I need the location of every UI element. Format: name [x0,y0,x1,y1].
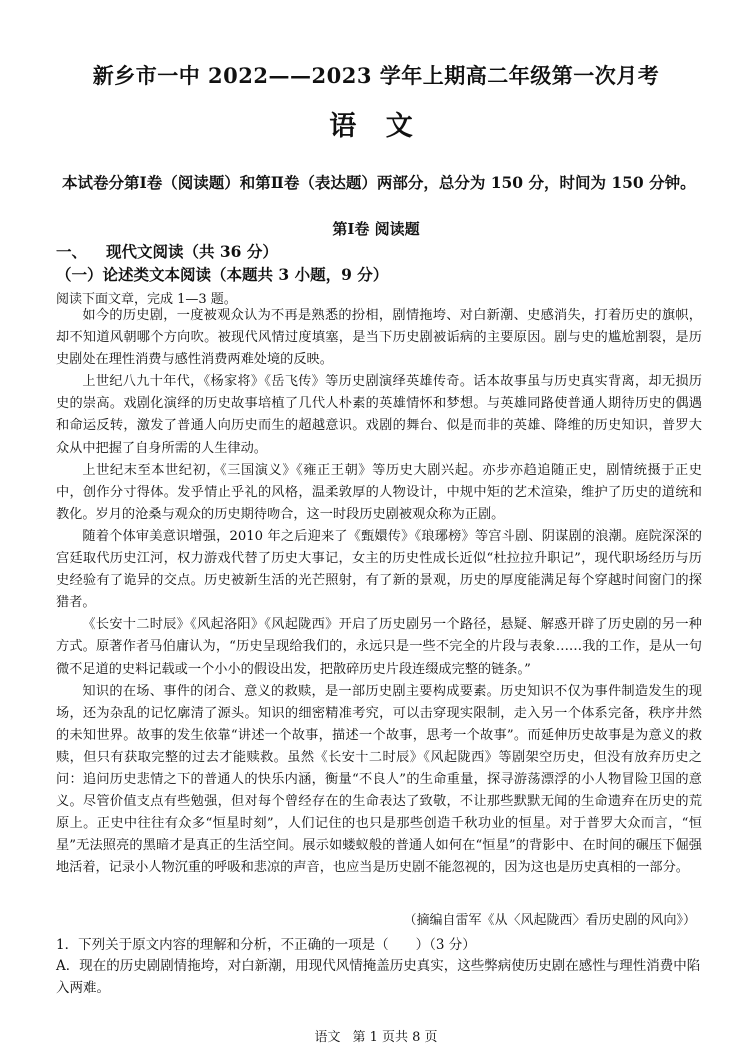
article-source: （摘编自雷军《从〈风起陇西〉看历史剧的风向》） [403,913,696,928]
section-number: 一、 [56,242,88,261]
page-footer [0,1026,752,1045]
section-title: 现代文阅读（共 36 分） [106,242,278,261]
section-heading [56,240,278,262]
article-paragraph: 如今的历史剧，一度被观众认为不再是熟悉的扮相，剧情拖垮、对白新潮、史感消失，打着历史的旗帜，却不知道风朝哪个方向吹。被现代风情过度填塞，是当下历史剧被诟病的主要原因。剧与史的尴尬割裂，是历史剧处在理性消费与感性消费两难处境的反映。 [56,308,702,368]
subsection-heading: （一）论述类文本阅读（本题共 3 小题，9 分） [56,265,389,284]
question-1-stem: 1．下列关于原文内容的理解和分析，不正确的一项是（ ）（3 分） [56,937,476,953]
exam-intro: 本试卷分第Ⅰ卷（阅读题）和第Ⅱ卷（表达题）两部分，总分为 150 分，时间为 150 分钟。 [62,173,696,192]
exam-title: 新乡市一中 2022——2023 学年上期高二年级第一次月考 [92,63,660,88]
part-title: 第Ⅰ卷 阅读题 [332,220,420,238]
article-paragraph: 上世纪末至本世纪初，《三国演义》《雍正王朝》等历史大剧兴起。亦步亦趋追随正史，剧情统摄于正史中，创作分寸得体。发乎情止乎礼的风格，温柔敦厚的人物设计，中规中矩的艺术渲染，维护了历史的道统和教化。岁月的沧桑与观众的历史期待吻合，这一时段历史剧被观众称为正剧。 [56,462,702,522]
article-paragraph: 上世纪八九十年代，《杨家将》《岳飞传》等历史剧演绎英雄传奇。话本故事虽与历史真实背离，却无损历史的崇高。戏剧化演绎的历史故事培植了几代人朴素的英雄情怀和梦想。与英雄同路使普通人期待历史的偶遇和命运反转，激发了普通人向历史而生的超越意识。戏剧的舞台、似是而非的英雄、降维的历史知识，普罗大众从中把握了自身所需的人生律动。 [56,374,702,456]
article-paragraph: 随着个体审美意识增强，2010 年之后迎来了《甄嬛传》《琅琊榜》等宫斗剧、阴谋剧的浪潮。庭院深深的宫廷取代历史江河，权力游戏代替了历史大事记，女主的历史性成长近似“杜拉拉升职记”，现代职场经历与历史经验有了诡异的交点。历史被新生活的光芒照射，有了新的景观，历史的厚度能满足每个穿越时间窗门的探猎者。 [56,528,702,611]
question-1-option-a: A．现在的历史剧剧情拖垮，对白新潮，用现代风情掩盖历史真实，这些弊病使历史剧在感性与理性消费中陷入两难。 [56,958,701,996]
footer-subject: 语文 [314,1030,341,1045]
article-paragraph: 《长安十二时辰》《风起洛阳》《风起陇西》开启了历史剧另一个路径，悬疑、解惑开辟了历史剧的另一种方式。原著作者马伯庸认为，“历史呈现给我们的，永远只是一些不完全的片段与表象……我的工作，是从一句微不足道的史料记载或一个小小的假设出发，把散碎历史片段连缀成完整的链条。” [56,617,702,677]
reading-article [56,305,702,879]
reading-instruction: 阅读下面文章，完成 1—3 题。 [56,292,237,307]
footer-page-number: 第 1 页共 8 页 [352,1030,438,1045]
subject-title: 语 文 [329,111,423,142]
article-paragraph: 知识的在场、事件的闭合、意义的救赎，是一部历史剧主要构成要素。历史知识不仅为事件制造发生的现场，还为杂乱的记忆廓清了源头。知识的细密精准考究，可以击穿现实限制，走入另一个体系完备，秩序井然的未知世界。故事的发生依靠“讲述一个故事，描述一个故事，思考一个故事”。而延伸历史故事是为意义的救赎，但只有获取完整的过去才能赎救。虽然《长安十二时辰》《风起陇西》等剧架空历史，但没有放弃历史之问：追问历史悲情之下的普通人的快乐内涵，衡量“不良人”的生命重量，探寻游荡漂浮的小人物冒险卫国的意义。尽管价值支点有些勉强，但对每个曾经存在的生命表达了致敬，不让那些默默无闻的生命遗弃在历史的荒原上。正史中往往有众多“恒星时刻”，人们记住的也只是那些创造千秋功业的恒星。对于普罗大众而言，“恒星”无法照亮的黑暗才是真正的生活空间。展示如蝼蚁般的普通人如何在“恒星”的背影中、在时间的碾压下倔强地活着，记录小人物沉重的呼吸和悲凉的声音，也应当是历史剧不能忽视的，因为这也是历史真相的一部分。 [56,683,702,876]
